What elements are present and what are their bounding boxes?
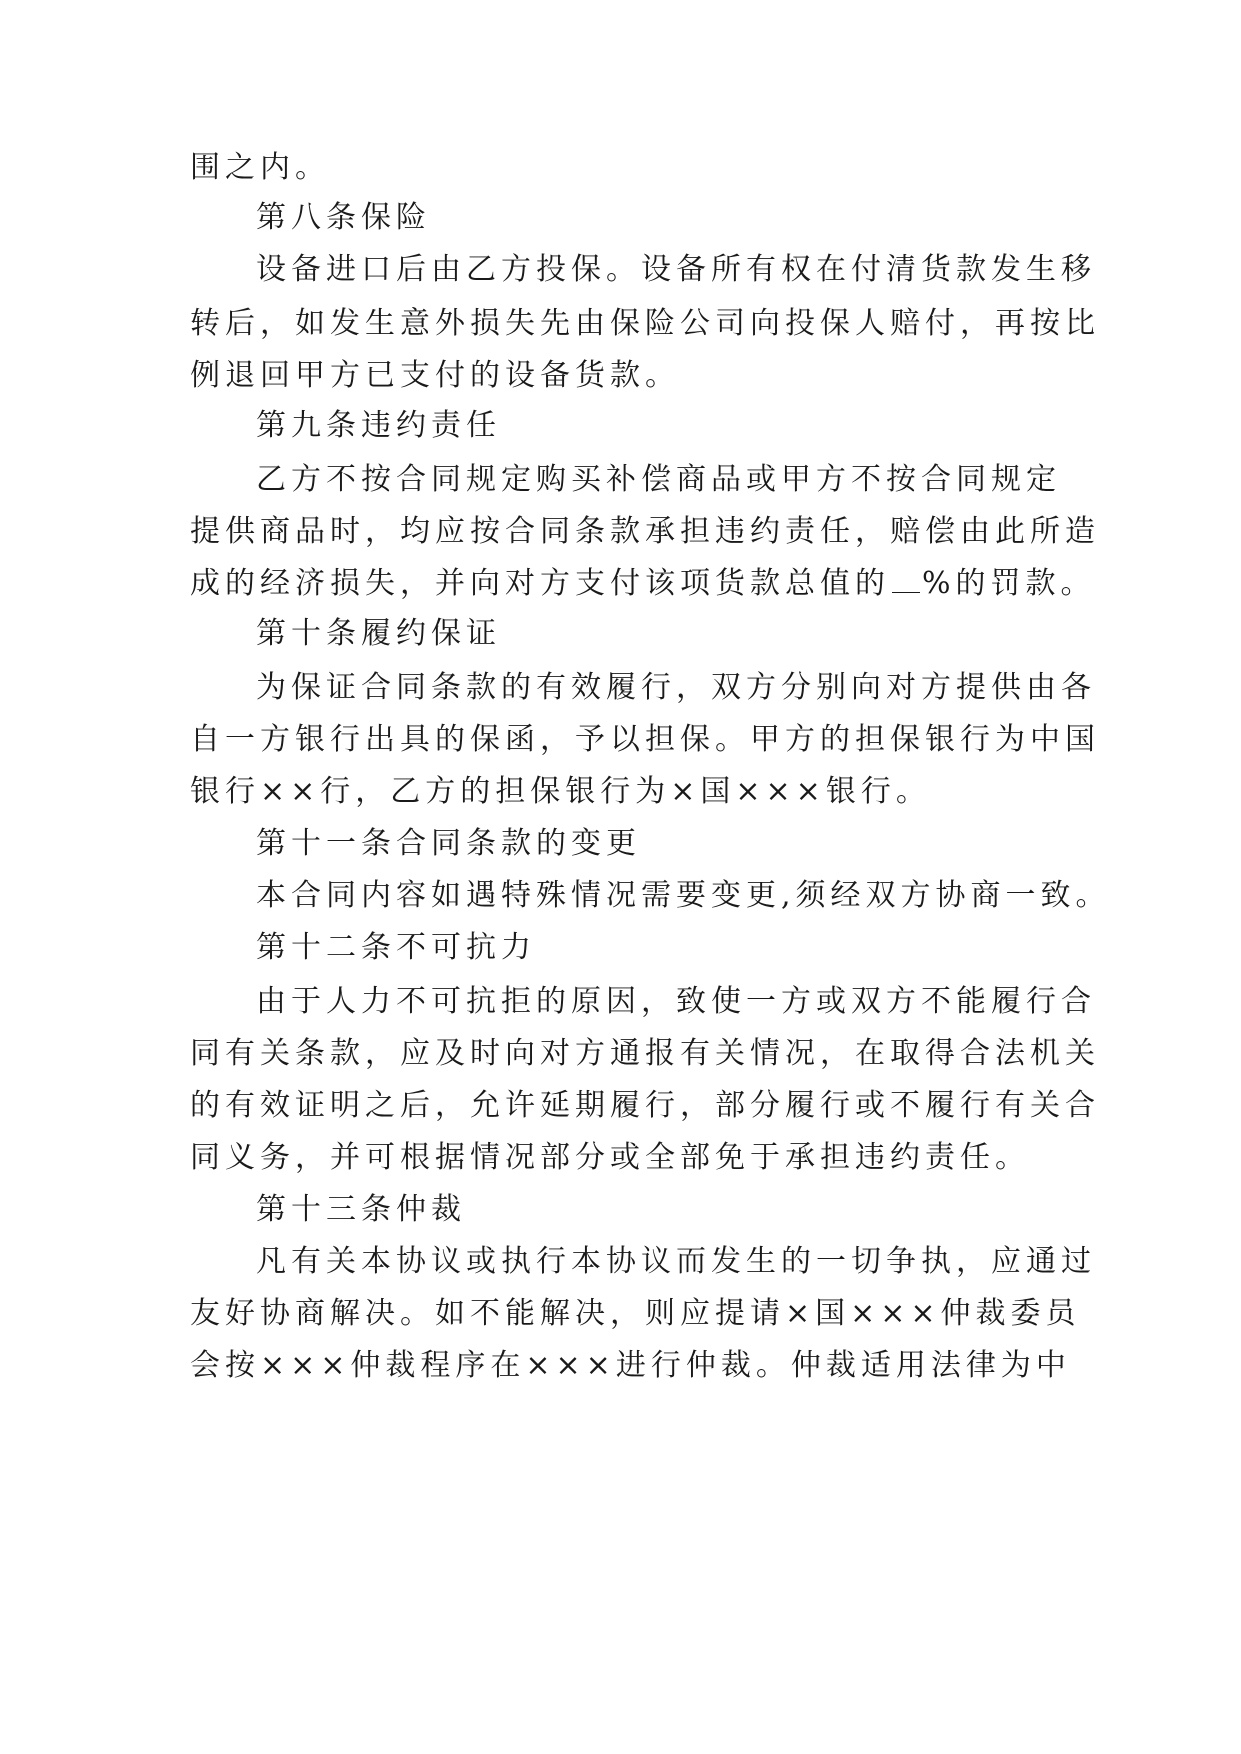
paragraph-line: 自一方银行出具的保函，予以担保。甲方的担保银行为中国 bbox=[190, 722, 1100, 757]
paragraph-line: 由于人力不可抗拒的原因，致使一方或双方不能履行合 bbox=[256, 984, 1096, 1019]
paragraph-line: 提供商品时，均应按合同条款承担违约责任，赔偿由此所造 bbox=[190, 514, 1100, 549]
paragraph-line: 同有关条款，应及时向对方通报有关情况，在取得合法机关 bbox=[190, 1036, 1100, 1071]
paragraph-line: 会按×××仲裁程序在×××进行仲裁。仲裁适用法律为中 bbox=[190, 1348, 1071, 1383]
paragraph-line: 的有效证明之后，允许延期履行，部分履行或不履行有关合 bbox=[190, 1088, 1100, 1123]
section-heading-liability: 第九条违约责任 bbox=[256, 408, 501, 443]
paragraph-line: 凡有关本协议或执行本协议而发生的一切争执，应通过 bbox=[256, 1244, 1096, 1279]
section-heading-amendment: 第十一条合同条款的变更 bbox=[256, 826, 641, 861]
paragraph-line: 友好协商解决。如不能解决，则应提请×国×××仲裁委员 bbox=[190, 1296, 1081, 1331]
paragraph-line: 设备进口后由乙方投保。设备所有权在付清货款发生移 bbox=[256, 252, 1096, 287]
paragraph-line: 围之内。 bbox=[190, 150, 330, 185]
paragraph-line: 例退回甲方已支付的设备货款。 bbox=[190, 358, 680, 393]
section-heading-force-majeure: 第十二条不可抗力 bbox=[256, 930, 536, 965]
section-heading-insurance: 第八条保险 bbox=[256, 200, 431, 235]
paragraph-line: 同义务，并可根据情况部分或全部免于承担违约责任。 bbox=[190, 1140, 1030, 1175]
fill-in-blank bbox=[892, 566, 920, 593]
paragraph-line: 转后，如发生意外损失先由保险公司向投保人赔付，再按比 bbox=[190, 306, 1100, 341]
paragraph-text: 成的经济损失，并向对方支付该项货款总值的 bbox=[190, 566, 890, 601]
paragraph-text: %的罚款。 bbox=[922, 566, 1096, 601]
section-heading-guarantee: 第十条履约保证 bbox=[256, 616, 501, 651]
paragraph-line-with-blank bbox=[190, 564, 1096, 604]
paragraph-line: 乙方不按合同规定购买补偿商品或甲方不按合同规定 bbox=[256, 462, 1061, 497]
paragraph-line: 银行××行，乙方的担保银行为×国×××银行。 bbox=[190, 774, 931, 809]
paragraph-line: 本合同内容如遇特殊情况需要变更,须经双方协商一致。 bbox=[256, 878, 1111, 913]
paragraph-line: 为保证合同条款的有效履行，双方分别向对方提供由各 bbox=[256, 670, 1096, 705]
section-heading-arbitration: 第十三条仲裁 bbox=[256, 1192, 466, 1227]
